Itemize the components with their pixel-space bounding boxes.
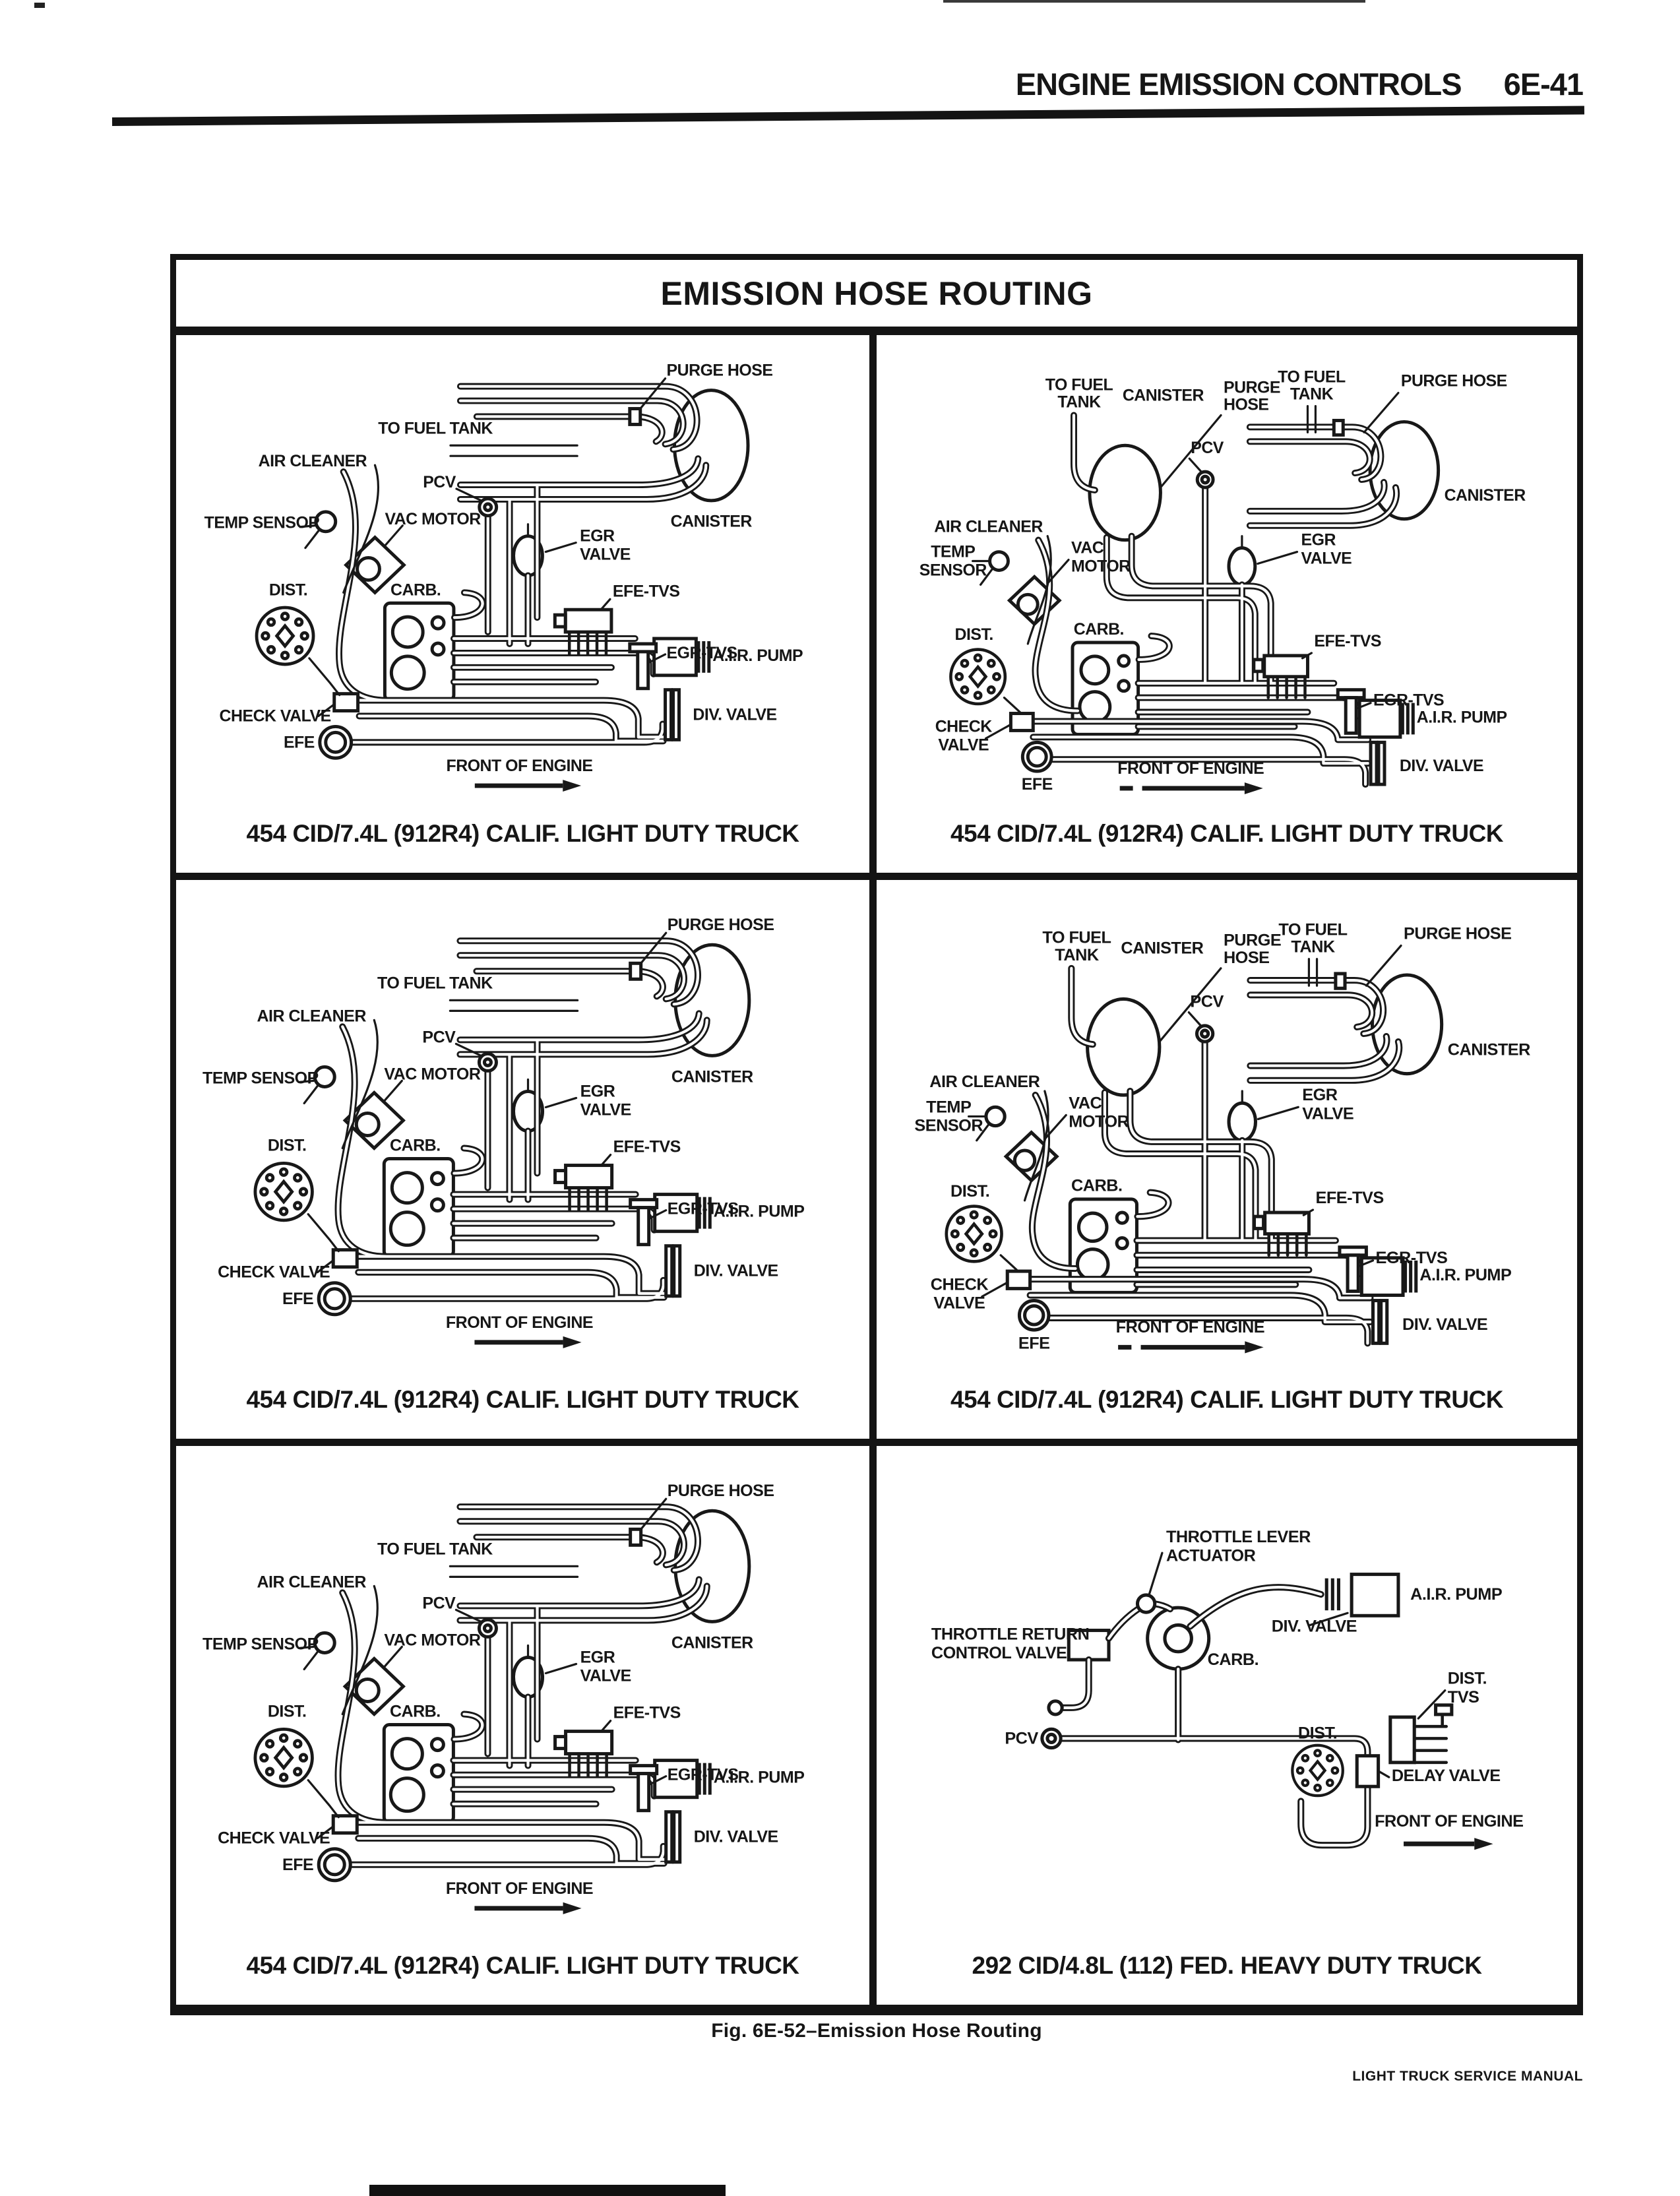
header-rule — [112, 106, 1584, 126]
scan-artifact — [943, 0, 1365, 3]
header-title: ENGINE EMISSION CONTROLS — [1015, 67, 1462, 102]
panel-4 — [877, 880, 1577, 1446]
panel-caption: 454 CID/7.4L (912R4) CALIF. LIGHT DUTY TRUCK — [246, 1952, 799, 1979]
diagram-454-calif-1 — [176, 335, 869, 795]
scan-artifact — [369, 2185, 726, 2196]
panel-caption: 454 CID/7.4L (912R4) CALIF. LIGHT DUTY TRUCK — [246, 1386, 799, 1413]
panel-3 — [176, 880, 877, 1446]
manual-footer: LIGHT TRUCK SERVICE MANUAL — [1352, 2069, 1583, 2084]
panel-6 — [877, 1446, 1577, 2005]
panel-caption: 292 CID/4.8L (112) FED. HEAVY DUTY TRUCK — [972, 1952, 1482, 1979]
panel-caption: 454 CID/7.4L (912R4) CALIF. LIGHT DUTY TRUCK — [246, 820, 799, 847]
diagram-292-fed — [877, 1446, 1577, 1927]
panel-caption: 454 CID/7.4L (912R4) CALIF. LIGHT DUTY TRUCK — [950, 1386, 1504, 1413]
panel-caption: 454 CID/7.4L (912R4) CALIF. LIGHT DUTY TRUCK — [950, 820, 1504, 847]
box-title: EMISSION HOSE ROUTING — [176, 260, 1577, 335]
diagram-454-calif-2 — [877, 335, 1577, 795]
figure-caption: Fig. 6E-52–Emission Hose Routing — [711, 2020, 1042, 2042]
diagram-grid — [176, 335, 1577, 2005]
diagram-454-calif-4 — [877, 880, 1577, 1361]
emission-hose-routing-box — [170, 254, 1583, 2015]
panel-2 — [877, 335, 1577, 880]
diagram-454-calif-5 — [176, 1446, 869, 1927]
diagram-454-calif-3 — [176, 880, 869, 1361]
page-header — [1016, 66, 1583, 102]
panel-1 — [176, 335, 877, 880]
page-number: 6E-41 — [1503, 67, 1583, 102]
panel-5 — [176, 1446, 877, 2005]
scan-artifact — [34, 3, 45, 8]
